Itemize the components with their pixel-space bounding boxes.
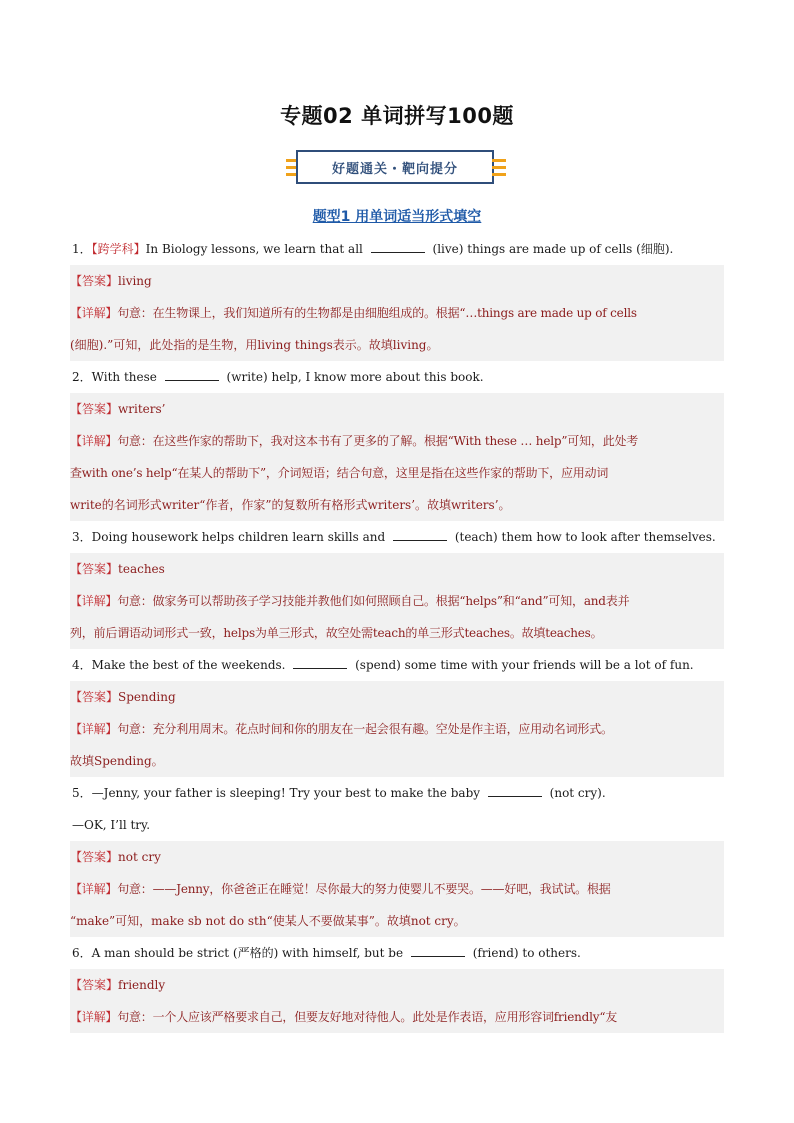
banner-label: 好题通关・靶向提分 [296, 150, 494, 184]
answer-text: writers’ [118, 402, 166, 416]
answer-3 [70, 553, 724, 585]
detail-text: 句意：一个人应该严格要求自己，但要友好地对待他人。此处是作表语，应用形容词friendly“友 [117, 1010, 618, 1024]
question-text: A man should be strict (严格的) with himself, but be [91, 946, 407, 960]
answer-blank [411, 946, 465, 957]
question-list [70, 233, 724, 1033]
question-number: 6． [72, 946, 92, 960]
question-number: 2． [72, 370, 92, 384]
question-number: 1． [72, 242, 92, 256]
section-title: 题型1 用单词适当形式填空 [312, 209, 482, 225]
answer-tag: 【答案】 [70, 562, 119, 576]
question-text: (write) help, I know more about this book. [222, 370, 484, 384]
question-number: 5． [72, 786, 92, 800]
detail-3-line-2 [70, 617, 724, 649]
detail-text: write的名词形式writer“作者，作家”的复数所有格形式writers’。故填writers’。 [70, 498, 511, 512]
question-4 [70, 649, 724, 681]
answer-tag: 【答案】 [70, 850, 119, 864]
detail-text: 句意：充分利用周末。花点时间和你的朋友在一起会很有趣。空处是作主语，应用动名词形式。 [117, 722, 613, 736]
answer-6 [70, 969, 724, 1001]
detail-text: “make”可知，make sb not do sth“使某人不要做某事”。故填not cry。 [70, 914, 466, 928]
detail-text: (细胞).”可知，此处指的是生物，用living things表示。故填living。 [70, 338, 439, 352]
question-number: 3． [72, 530, 92, 544]
detail-2-line-3 [70, 489, 724, 521]
detail-text: 句意：在生物课上，我们知道所有的生物都是由细胞组成的。根据“…things are made up of cells [117, 306, 637, 320]
question-text: —Jenny, your father is sleeping! Try your best to make the baby [91, 786, 484, 800]
detail-text: 句意：在这些作家的帮助下，我对这本书有了更多的了解。根据“With these … help”可知，此处考 [117, 434, 639, 448]
detail-text: 故填Spending。 [70, 754, 164, 768]
detail-5-line-2 [70, 905, 724, 937]
question-5-reply [70, 809, 724, 841]
detail-text: 句意：——Jenny，你爸爸正在睡觉！尽你最大的努力使婴儿不要哭。——好吧，我试试。根据 [117, 882, 611, 896]
question-text: (spend) some time with your friends will be a lot of fun. [351, 658, 694, 672]
detail-3-line-1 [70, 585, 724, 617]
question-text: (friend) to others. [468, 946, 581, 960]
question-1 [70, 233, 724, 265]
answer-blank [165, 370, 219, 381]
answer-text: friendly [118, 978, 166, 992]
detail-text: 句意：做家务可以帮助孩子学习技能并教他们如何照顾自己。根据“helps”和“and”可知，and表并 [117, 594, 630, 608]
page-title: 专题02 单词拼写100题 [280, 104, 514, 128]
right-bar-icon [492, 166, 506, 169]
question-text: Make the best of the weekends. [91, 658, 290, 672]
detail-4-line-1 [70, 713, 724, 745]
question-text: Doing housework helps children learn skills and [91, 530, 389, 544]
right-bar-icon [492, 159, 506, 162]
detail-tag: 【详解】 [70, 722, 118, 736]
detail-text: 列，前后谓语动词形式一致，helps为单三形式，故空处需teach的单三形式teaches。故填teaches。 [70, 626, 603, 640]
detail-tag: 【详解】 [70, 306, 118, 320]
answer-1 [70, 265, 724, 297]
answer-2 [70, 393, 724, 425]
answer-blank [488, 786, 542, 797]
question-tag: 【跨学科】 [91, 242, 146, 256]
detail-text: 查with one’s help“在某人的帮助下”，介词短语；结合句意，这里是指在这些作家的帮助下，应用动词 [70, 466, 609, 480]
detail-tag: 【详解】 [70, 882, 118, 896]
detail-tag: 【详解】 [70, 1010, 118, 1024]
answer-tag: 【答案】 [70, 690, 119, 704]
answer-tag: 【答案】 [70, 978, 119, 992]
question-number: 4． [72, 658, 92, 672]
question-3 [70, 521, 724, 553]
right-bar-icon [492, 173, 506, 176]
detail-6-line-1 [70, 1001, 724, 1033]
answer-4 [70, 681, 724, 713]
question-6 [70, 937, 724, 969]
question-2 [70, 361, 724, 393]
answer-blank [293, 658, 347, 669]
detail-tag: 【详解】 [70, 434, 118, 448]
detail-4-line-2 [70, 745, 724, 777]
detail-5-line-1 [70, 873, 724, 905]
question-text: —OK, I’ll try. [72, 818, 151, 832]
answer-text: teaches [118, 562, 165, 576]
answer-blank [393, 530, 447, 541]
question-text: (not cry). [545, 786, 606, 800]
detail-tag: 【详解】 [70, 594, 118, 608]
answer-5 [70, 841, 724, 873]
question-text: (teach) them how to look after themselves. [451, 530, 716, 544]
question-text: (live) things are made up of cells (细胞). [428, 242, 674, 256]
question-5 [70, 777, 724, 809]
detail-1-line-2 [70, 329, 724, 361]
detail-2-line-2 [70, 457, 724, 489]
answer-text: not cry [118, 850, 161, 864]
detail-2-line-1 [70, 425, 724, 457]
answer-text: Spending [118, 690, 176, 704]
answer-tag: 【答案】 [70, 274, 119, 288]
question-text: With these [91, 370, 161, 384]
detail-1-line-1 [70, 297, 724, 329]
answer-text: living [118, 274, 152, 288]
banner [286, 150, 506, 186]
answer-tag: 【答案】 [70, 402, 119, 416]
answer-blank [371, 242, 425, 253]
question-text: In Biology lessons, we learn that all [145, 242, 367, 256]
